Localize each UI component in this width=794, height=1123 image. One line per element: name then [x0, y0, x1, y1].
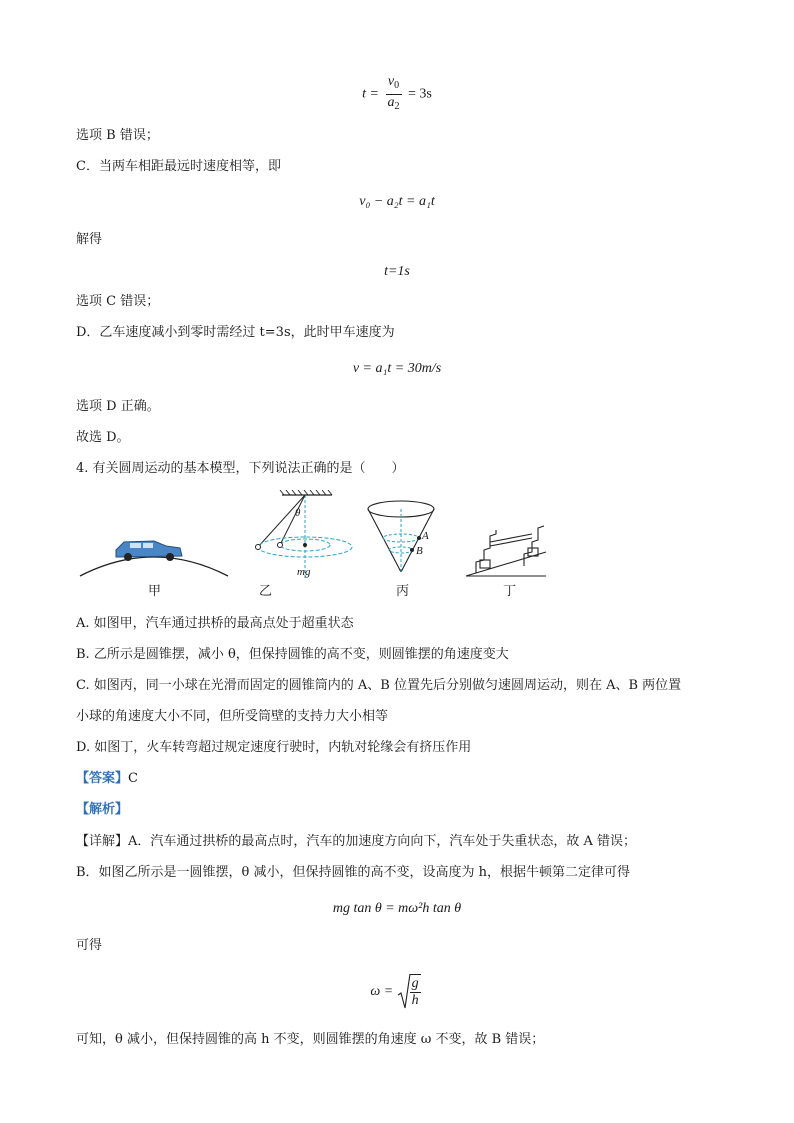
text-line-2: C．当两车相距最远时速度相等，即 [76, 159, 281, 174]
eq1-den-sub: 2 [394, 101, 400, 112]
bridge-car-diagram [80, 541, 228, 576]
equation-4: v = a₁t = 30m/s [352, 361, 442, 376]
answer-value: C [128, 771, 138, 786]
text-line-8: 可得 [76, 938, 103, 953]
car-wheel [124, 553, 132, 561]
equation-2: v₀ − a₂t = a₁t [359, 194, 435, 209]
answer-line [76, 769, 138, 789]
option-b: B. 乙所示是圆锥摆，减小 θ，但保持圆锥的高不变，则圆锥摆的角速度变大 [76, 647, 509, 662]
arch-bridge [80, 557, 228, 576]
point-b-label: B [416, 545, 423, 557]
figure-caption-bing: 丙 [396, 584, 410, 599]
option-d: D. 如图丁，火车转弯超过规定速度行驶时，内轨对轮缘会有挤压作用 [76, 740, 472, 755]
text-line-6: 选项 D 正确。 [76, 399, 160, 414]
equation-omega-sqrt [0, 972, 794, 1012]
eq1-num: v [387, 74, 395, 89]
car-window [143, 543, 153, 548]
sqrt-symbol [397, 972, 424, 1012]
car-window [130, 543, 141, 548]
eq1-lhs: t [362, 86, 367, 102]
answer-tag: 【答案】 [76, 771, 129, 786]
figure-caption-yi: 乙 [259, 584, 273, 599]
analysis-tag: 【解析】 [76, 802, 129, 817]
figure-caption-ding: 丁 [503, 584, 517, 599]
point-a-label: A [422, 530, 429, 542]
equation-3: t=1s [384, 264, 410, 279]
text-line-9: 可知，θ 减小，但保持圆锥的高 h 不变，则圆锥摆的角速度 ω 不变，故 B 错误； [76, 1032, 545, 1047]
option-c-line-2: 小球的角速度大小不同，但所受筒壁的支持力大小相等 [76, 709, 389, 724]
text-line-7: 故选 D。 [76, 430, 130, 445]
detail-b-line: B．如图乙所示是一圆锥摆，θ 减小，但保持圆锥的高不变，设高度为 h，根据牛顿第二定律可得 [76, 865, 631, 880]
text-line-3: 解得 [76, 232, 103, 247]
eq1-num-sub: 0 [394, 80, 400, 91]
figure-caption-jia: 甲 [148, 584, 162, 599]
eq6-num: g [411, 976, 419, 992]
analysis-heading [76, 800, 128, 820]
banked-track-diagram [466, 526, 546, 576]
theta-label: θ [295, 507, 301, 519]
car-wheel [166, 553, 174, 561]
conical-pendulum-diagram [256, 490, 353, 578]
detail-a-line [76, 832, 636, 852]
equation-5: mg tan θ = mω²h tan θ [332, 901, 462, 916]
text-line-5: D．乙车速度减小到零时需经过 t=3s，此时甲车速度为 [76, 325, 395, 340]
eq1-rhs: = 3s [408, 86, 432, 102]
eq6-den: h [411, 993, 419, 1009]
text-line-1: 选项 B 错误； [76, 128, 159, 143]
option-c-line-1: C. 如图丙，同一小球在光滑而固定的圆锥筒内的 A、B 位置先后分别做匀速圆周运动，则在 A、B 两位置 [76, 678, 682, 693]
option-a: A. 如图甲，汽车通过拱桥的最高点处于超重状态 [76, 616, 354, 631]
text-line-4: 选项 C 错误； [76, 294, 160, 309]
detail-a: A．汽车通过拱桥的最高点时，汽车的加速度方向向下，汽车处于失重状态，故 A 错误； [128, 834, 637, 849]
eq1-den: a [387, 95, 395, 110]
detail-tag: 【详解】 [76, 834, 129, 849]
mg-label: mg [297, 566, 311, 578]
eq6-lhs: ω = [370, 984, 394, 1000]
equation-t-v0-over-a2: t = $\frac{v_0}{a_2}$ = 3s [0, 74, 794, 115]
question-4-stem: 4. 有关圆周运动的基本模型，下列说法正确的是（ ） [76, 461, 405, 476]
eq1-fraction [386, 74, 402, 115]
question-4-figure [76, 490, 716, 600]
